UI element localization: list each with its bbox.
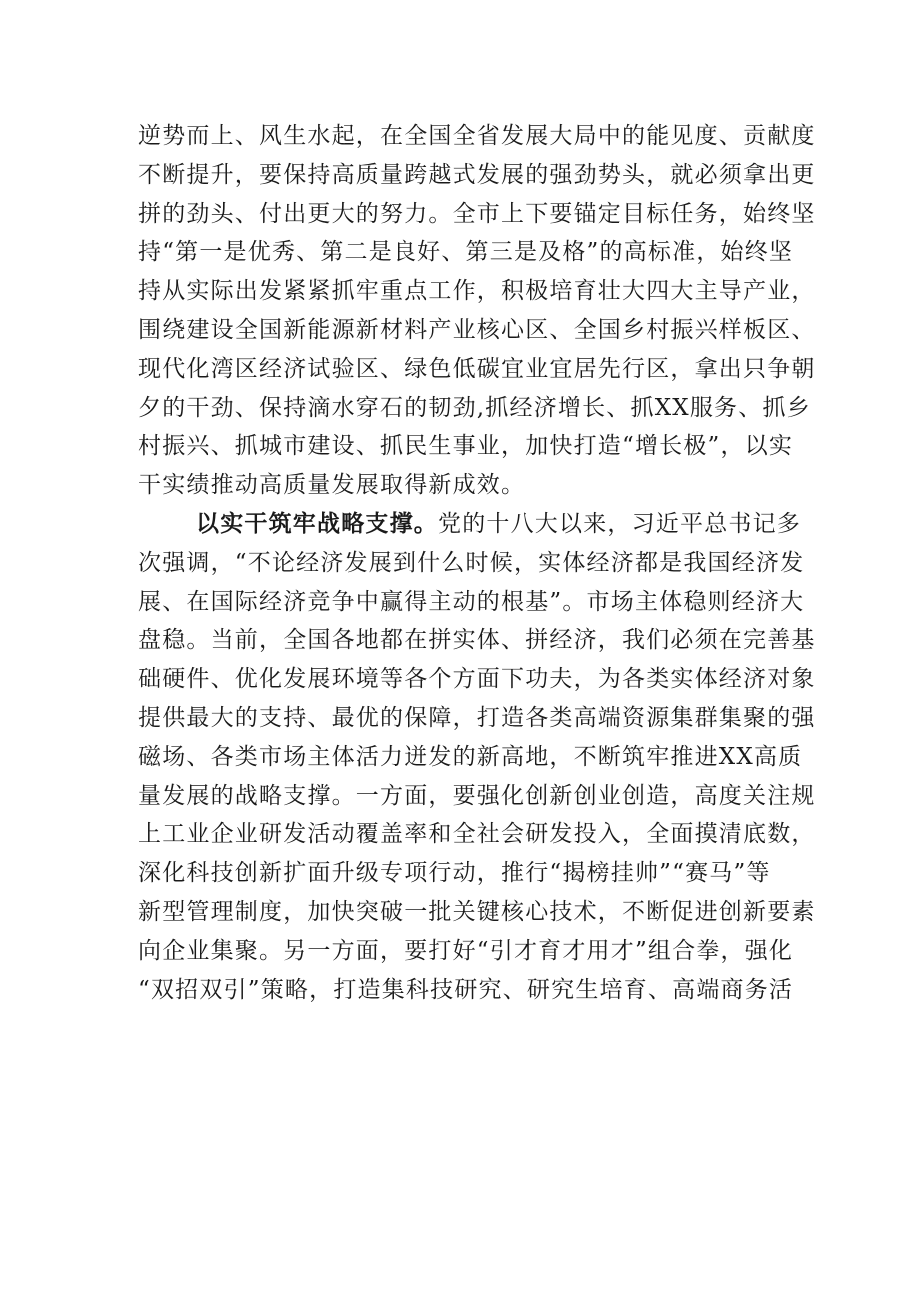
text-line: 深化科技创新扩面升级专项行动，推行“揭榜挂帅”“赛马”等: [138, 860, 771, 887]
text-line: “双招双引”策略，打造集科技研究、研究生培育、高端商务活: [138, 976, 794, 1003]
text-line: 上工业企业研发活动覆盖率和全社会研发投入，全面摸清底数，: [138, 821, 816, 848]
text-line: 量发展的战略支撑。一方面，要强化创新创业创造，高度关注规: [138, 782, 816, 809]
paragraph-1: [138, 117, 816, 505]
text-line: 向企业集聚。另一方面，要打好“引才育才用才”组合拳，强化: [138, 937, 794, 964]
text-line: 村振兴、抓城市建设、抓民生事业，加快打造“增长极”，以实: [138, 433, 794, 460]
paragraph-first-line: [138, 505, 801, 544]
text-line: 夕的干劲、保持滴水穿石的韧劲,抓经济增长、抓XX服务、抓乡: [138, 394, 811, 421]
text-line: 逆势而上、风生水起，在全国全省发展大局中的能见度、贡献度: [138, 123, 816, 149]
text-line: 持从实际出发紧紧抓牢重点工作，积极培育壮大四大主导产业，: [138, 278, 816, 305]
text-line: 础硬件、优化发展环境等各个方面下功夫，为各类实体经济对象: [138, 666, 816, 693]
text-line: 干实绩推动高质量发展取得新成效。: [138, 472, 526, 499]
text-line-rest: 党的十八大以来，习近平总书记多: [438, 510, 801, 537]
paragraph-2: [138, 505, 816, 1009]
text-line: 新型管理制度，加快突破一批关键核心技术，不断促进创新要素: [138, 898, 816, 925]
text-line: 现代化湾区经济试验区、绿色低碳宜业宜居先行区，拿出只争朝: [138, 355, 816, 382]
paragraph-heading: 以实干筑牢战略支撑。: [196, 510, 438, 537]
text-line: 拼的劲头、付出更大的努力。全市上下要锚定目标任务，始终坚: [138, 200, 816, 227]
text-line: 围绕建设全国新能源新材料产业核心区、全国乡村振兴样板区、: [138, 316, 816, 343]
text-line: 盘稳。当前，全国各地都在拼实体、拼经济，我们必须在完善基: [138, 627, 816, 654]
document-body: [138, 117, 816, 1009]
text-line: 磁场、各类市场主体活力迸发的新高地，不断筑牢推进XX高质: [138, 743, 803, 770]
text-line: 提供最大的支持、最优的保障，打造各类高端资源集群集聚的强: [138, 704, 816, 731]
text-line: 次强调，“不论经济发展到什么时候，实体经济都是我国经济发: [138, 549, 805, 576]
text-line: 持“第一是优秀、第二是良好、第三是及格”的高标准，始终坚: [138, 239, 794, 266]
text-line: 不断提升，要保持高质量跨越式发展的强劲势头，就必须拿出更: [138, 161, 816, 188]
text-line: 展、在国际经济竞争中赢得主动的根基”。市场主体稳则经济大: [138, 588, 805, 615]
